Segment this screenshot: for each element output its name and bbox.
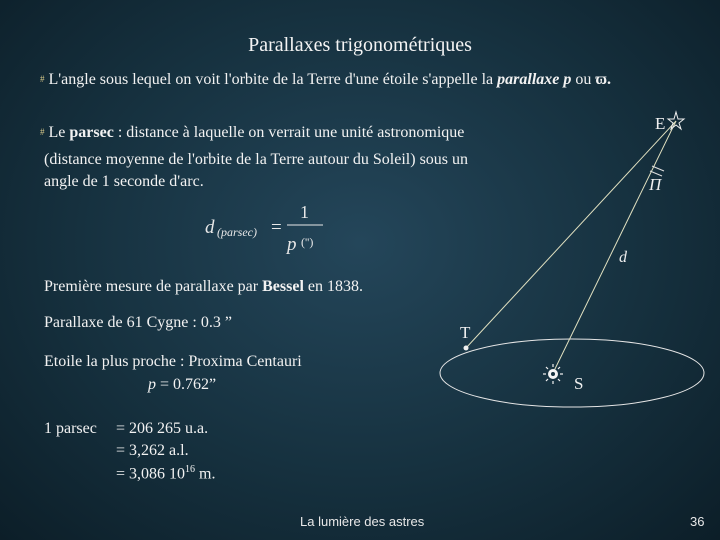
bullet2-line3: angle de 1 seconde d'arc.	[44, 173, 204, 190]
parallax-diagram	[420, 100, 720, 420]
parsec-formula	[205, 200, 335, 260]
bullet-icon: #	[40, 74, 45, 84]
sightline-sun	[553, 121, 676, 373]
sun-icon	[543, 364, 563, 384]
parsec-m-exp: 16	[185, 464, 196, 475]
angle-label: Π	[649, 175, 662, 194]
bullet2-line2: (distance moyenne de l'orbite de la Terre autour du Soleil) sous un	[44, 151, 469, 168]
parsec-au: = 206 265 u.a.	[116, 420, 209, 437]
proxima-p: p	[148, 376, 156, 393]
earth-orbit	[440, 339, 704, 407]
sun-label: S	[574, 374, 584, 393]
proxima-value: = 0.762”	[156, 376, 217, 393]
formula-den-var: p	[287, 234, 297, 255]
distance-label: d	[619, 249, 627, 266]
slide-title: Parallaxes trigonométriques	[248, 34, 472, 56]
earth-icon	[464, 346, 469, 351]
formula-numerator: 1	[300, 202, 309, 222]
parsec-m	[116, 464, 215, 483]
footer-text: La lumière des astres	[300, 514, 425, 529]
bullet-icon: #	[40, 127, 45, 137]
formula-lhs-var: d	[205, 217, 215, 238]
formula-den-unit: ('')	[301, 235, 314, 249]
bullet2-lead: Le	[48, 124, 70, 141]
sightline-earth	[466, 121, 676, 348]
bullet-parsec	[40, 124, 464, 142]
proxima-line2	[148, 376, 216, 394]
bullet1-tail: ou	[571, 71, 596, 88]
bullet2-line1: : distance à laquelle on verrait une unité astronomique	[113, 124, 465, 141]
bessel-post: en 1838.	[303, 278, 363, 295]
bessel-pre: Première mesure de parallaxe par	[44, 278, 263, 295]
bullet1-term: parallaxe p	[497, 71, 572, 88]
star-label: E	[655, 114, 666, 133]
bullet-parallax	[40, 71, 611, 89]
earth-label: T	[460, 323, 471, 342]
bessel-name: Bessel	[262, 278, 304, 295]
bullet1-symbol: ϖ.	[595, 71, 612, 88]
bullet1-text: L'angle sous lequel on voit l'orbite de la Terre d'une étoile s'appelle la	[48, 71, 498, 88]
parsec-ly: = 3,262 a.l.	[116, 442, 189, 459]
parsec-m-base: = 3,086 10	[116, 465, 186, 483]
parsec-m-unit: m.	[195, 465, 216, 483]
bullet2-term: parsec	[69, 124, 114, 141]
cygne-line: Parallaxe de 61 Cygne : 0.3 ”	[44, 314, 232, 331]
page-number: 36	[690, 514, 705, 529]
bessel-line	[44, 278, 363, 296]
formula-equals: =	[271, 217, 282, 238]
parsec-label: 1 parsec	[44, 420, 97, 437]
formula-lhs-unit: (parsec)	[217, 225, 257, 239]
proxima-line1: Etoile la plus proche : Proxima Centauri	[44, 353, 302, 370]
angle-arc-1	[652, 166, 664, 171]
